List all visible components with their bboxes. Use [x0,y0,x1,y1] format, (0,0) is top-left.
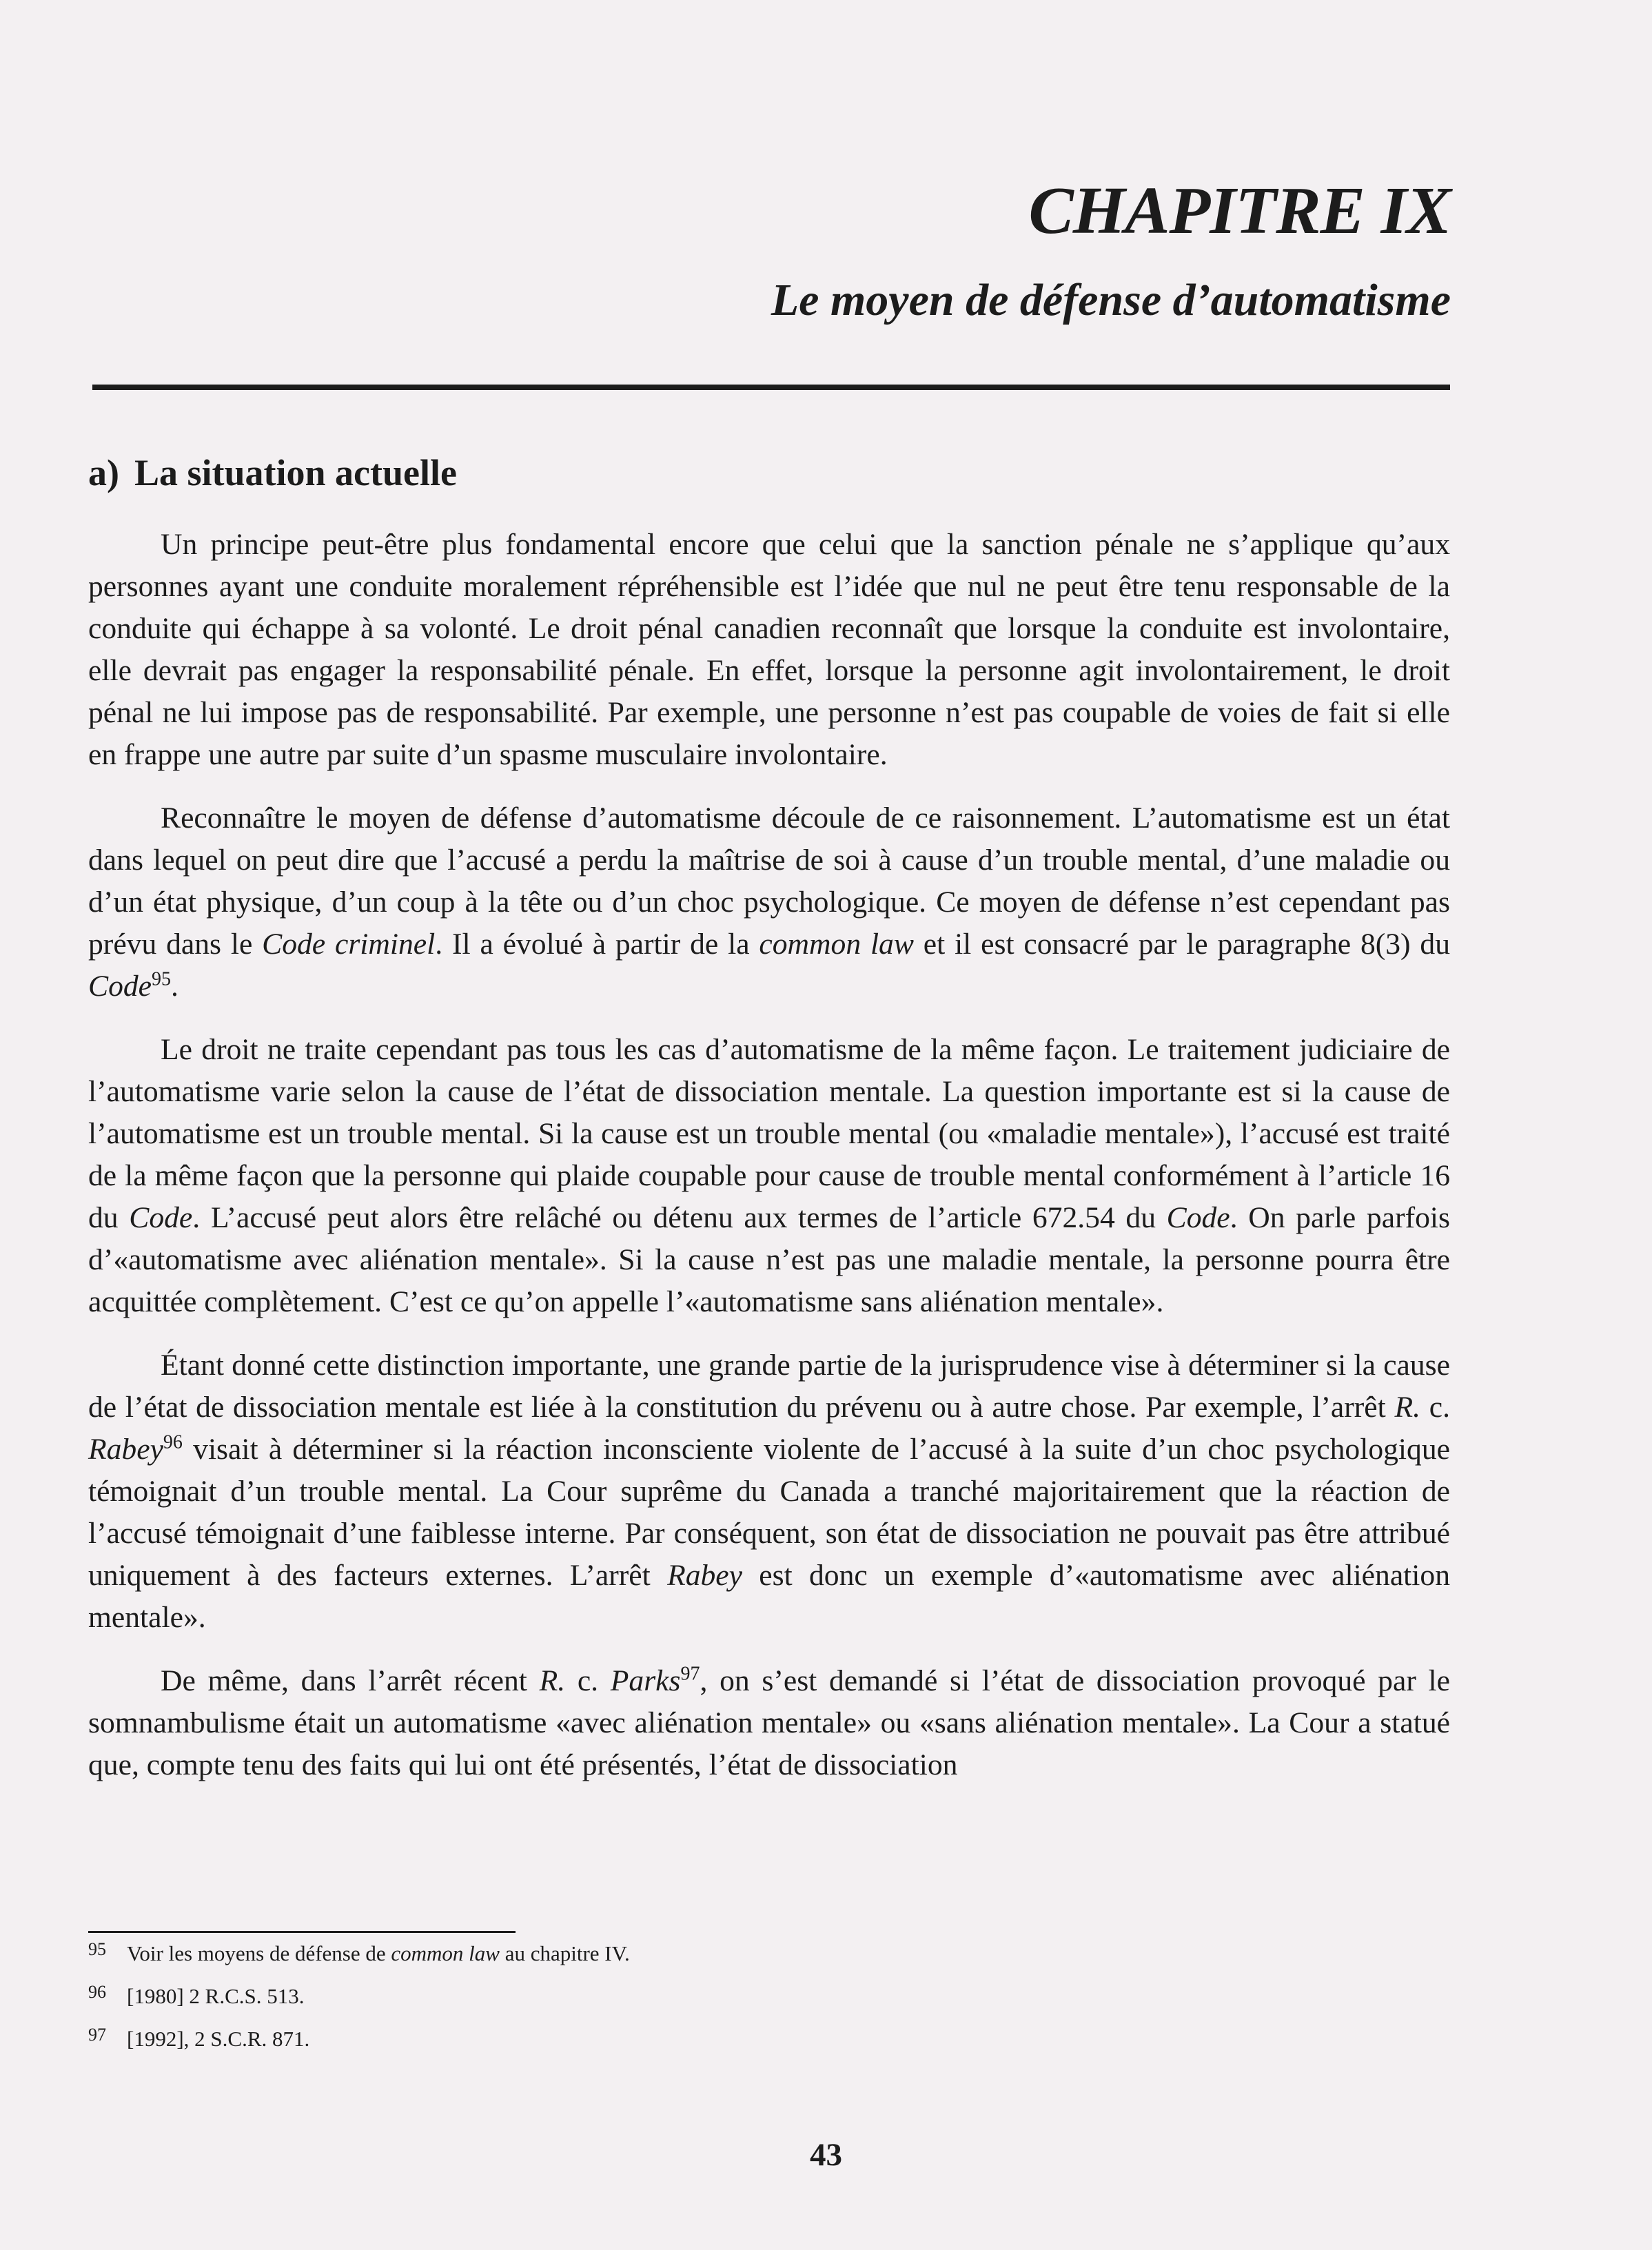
text-run: c. [565,1664,611,1697]
italic-run: Parks [610,1664,681,1697]
title-divider [92,385,1450,390]
italic-run: common law [759,928,914,961]
footnote-item [88,1983,1398,2010]
text-run: au chapitre IV. [499,1941,630,1965]
footnotes [88,1940,1398,2068]
paragraph-4 [88,1344,1450,1639]
text-run: . L’accusé peut alors être relâché ou détenu aux termes de l’article 672.54 du [192,1201,1167,1234]
italic-run: Code [129,1201,193,1234]
chapter-title: CHAPITRE IX [1028,174,1451,248]
italic-run: R. [539,1664,566,1697]
chapter-subtitle: Le moyen de défense d’automatisme [771,275,1451,325]
body-text [88,448,1450,1808]
paragraph-5 [88,1660,1450,1786]
footnote-number: 96 [88,1982,106,2002]
footnote-text: [1992], 2 S.C.R. 871. [127,2027,310,2051]
text-run: , on s’est demandé si l’état de dissociation provoqué par le somnambulisme était un automatisme «avec aliénation mentale» ou «sans aliénation mentale». La Cour a statué que, compte tenu des faits qui lui ont été présentés, l’état de dissociation [88,1664,1450,1781]
footnote-item [88,1940,1398,1967]
footnote-ref: 96 [163,1431,183,1453]
text-run: Le droit ne traite cependant pas tous les cas d’automatisme de la même façon. Le traitement judiciaire de l’automatisme varie selon la cause de l’état de dissociation mentale. La question importante est si la cause de l’automatisme est un trouble mental. Si la cause est un trouble mental (ou «maladie mentale»), l’accusé est traité de la même façon que la personne qui plaide coupable pour cause de trouble mental conformément à l’article 16 du [88,1033,1450,1234]
section-letter: a) [88,452,119,493]
paragraph-3 [88,1029,1450,1323]
footnote-text: [1980] 2 R.C.S. 513. [127,1984,305,2008]
italic-run: R. [1394,1391,1420,1424]
paragraph-2 [88,797,1450,1008]
text-run: Étant donné cette distinction importante, une grande partie de la jurisprudence vise à déterminer si la cause de l’état de dissociation mentale est liée à la constitution du prévenu ou à autre chose. Par exemple, l’arrêt [88,1349,1450,1424]
italic-run: Code [88,970,152,1003]
footnote-number: 97 [88,2025,106,2045]
italic-run: Code criminel [262,928,436,961]
footnote-number: 95 [88,1939,106,1959]
text-run: c. [1420,1391,1450,1424]
footnote-item [88,2025,1398,2053]
italic-run: common law [391,1941,500,1965]
text-run: visait à déterminer si la réaction inconsciente violente de l’accusé à la suite d’un choc psychologique témoignait d’un trouble mental. La Cour suprême du Canada a tranché majoritairement que la réaction de l’accusé témoignait d’une faiblesse interne. Par conséquent, son état de dissociation ne pouvait pas être attribué uniquement à des facteurs externes. L’arrêt [88,1433,1450,1592]
italic-run: Rabey [667,1559,742,1592]
footnote-ref: 95 [152,968,172,990]
page-number: 43 [810,2137,842,2173]
text-run: est donc un exemple d’«automatisme avec aliénation mentale». [88,1559,1450,1634]
text-run: . [171,970,179,1003]
footnote-divider [88,1931,516,1933]
footnote-ref: 97 [680,1663,700,1685]
text-run: Reconnaître le moyen de défense d’automatisme découle de ce raisonnement. L’automatisme est un état dans lequel on peut dire que l’accusé a perdu la maîtrise de soi à cause d’un trouble mental, d’une maladie ou d’un état physique, d’un coup à la tête ou d’un choc psychologique. Ce moyen de défense n’est cependant pas prévu dans le [88,801,1450,961]
text-run: et il est consacré par le paragraphe 8(3) du [913,928,1450,961]
italic-run: Rabey [88,1433,163,1466]
section-heading [88,448,1450,498]
text-run: . Il a évolué à partir de la [435,928,759,961]
text-run: Voir les moyens de défense de [127,1941,391,1965]
text-run: De même, dans l’arrêt récent [161,1664,540,1697]
text-run: . On parle parfois d’«automatisme avec aliénation mentale». Si la cause n’est pas une maladie mentale, la personne pourra être acquittée complètement. C’est ce qu’on appelle l’«automatisme sans aliénation mentale». [88,1201,1450,1318]
italic-run: Code [1166,1201,1230,1234]
footnote-text [127,1940,630,1967]
section-title: La situation actuelle [134,452,457,493]
paragraph-1: Un principe peut-être plus fondamental encore que celui que la sanction pénale ne s’applique qu’aux personnes ayant une conduite moralement répréhensible est l’idée que nul ne peut être tenu responsable de la conduite qui échappe à sa volonté. Le droit pénal canadien reconnaît que lorsque la conduite est involontaire, elle devrait pas engager la responsabilité pénale. En effet, lorsque la personne agit involontairement, le droit pénal ne lui impose pas de responsabilité. Par exemple, une personne n’est pas coupable de voies de fait si elle en frappe une autre par suite d’un spasme musculaire involontaire. [88,528,1450,771]
